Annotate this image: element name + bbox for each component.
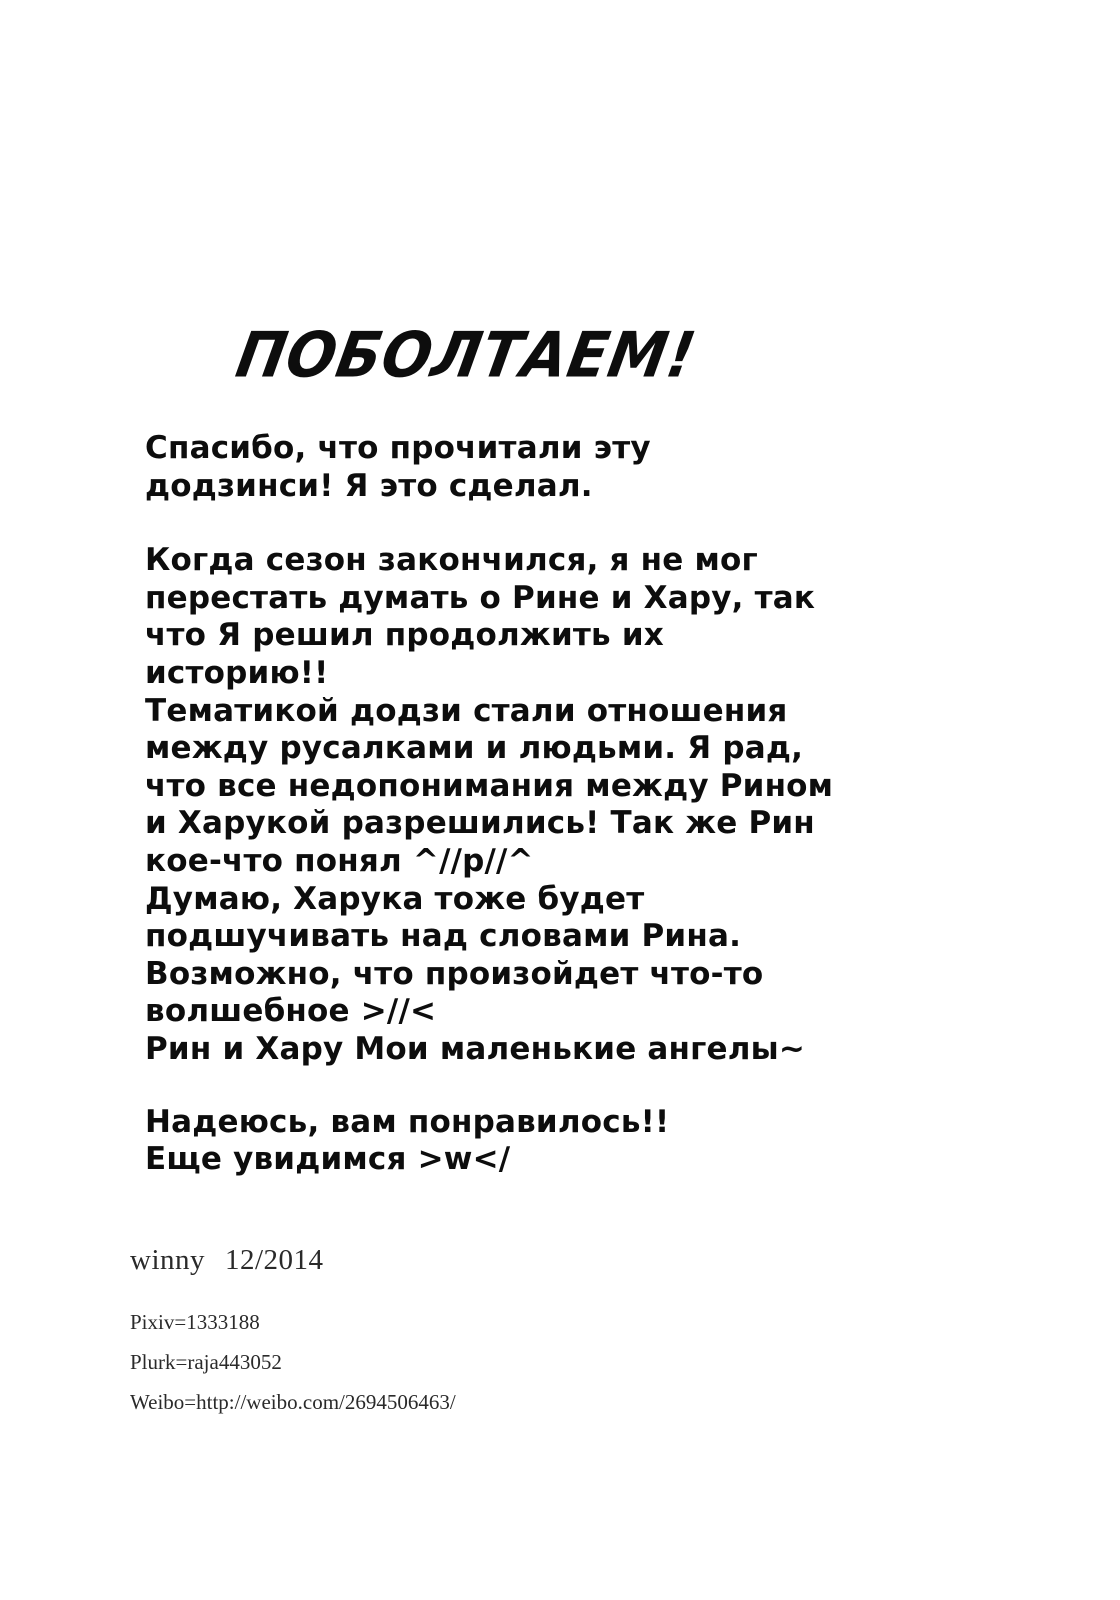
- text-line: между русалками и людьми. Я рад,: [145, 730, 804, 767]
- text-line: Когда сезон закончился, я не мог: [145, 542, 758, 579]
- text-line: Думаю, Харука тоже будет: [145, 880, 645, 917]
- paragraph-story: [145, 542, 1075, 1068]
- author-signature: [130, 1244, 324, 1277]
- contact-plurk: Plurk=raja443052: [130, 1350, 282, 1374]
- paragraph-spacer: [145, 1069, 1075, 1104]
- text-line: и Харукой разрешились! Так же Рин: [145, 805, 815, 842]
- text-line: волшебное >//<: [145, 993, 437, 1030]
- text-line: историю!!: [145, 654, 329, 691]
- text-line: что Я решил продолжить их: [145, 617, 664, 654]
- text-line: додзинси! Я это сделал.: [145, 467, 593, 504]
- text-line: Возможно, что произойдет что-то: [145, 955, 764, 992]
- text-line: кое-что понял ^//p//^: [145, 842, 534, 879]
- paragraph-closing: [145, 1104, 1075, 1179]
- text-line: что все недопонимания между Рином: [145, 767, 834, 804]
- contact-list: [130, 1308, 456, 1428]
- afterword-body: [145, 430, 1075, 1179]
- author-name: winny: [130, 1244, 205, 1276]
- contact-weibo: Weibo=http://weibo.com/2694506463/: [130, 1390, 456, 1414]
- paragraph-spacer: [145, 505, 1075, 542]
- contact-pixiv: Pixiv=1333188: [130, 1310, 260, 1334]
- text-line: Спасибо, что прочитали эту: [145, 430, 651, 466]
- text-line: Тематикой додзи стали отношения: [145, 692, 788, 729]
- text-line: Рин и Хару Мои маленькие ангелы~: [145, 1030, 806, 1067]
- text-line: подшучивать над словами Рина.: [145, 918, 742, 955]
- page-title: ПОБОЛТАЕМ!: [231, 318, 702, 392]
- text-line: Надеюсь, вам понравилось!!: [145, 1103, 670, 1140]
- paragraph-thanks: [145, 430, 1075, 505]
- text-line: Еще увидимся >w</: [145, 1141, 511, 1178]
- text-line: перестать думать о Рине и Хару, так: [145, 579, 816, 616]
- signature-date: 12/2014: [225, 1244, 324, 1276]
